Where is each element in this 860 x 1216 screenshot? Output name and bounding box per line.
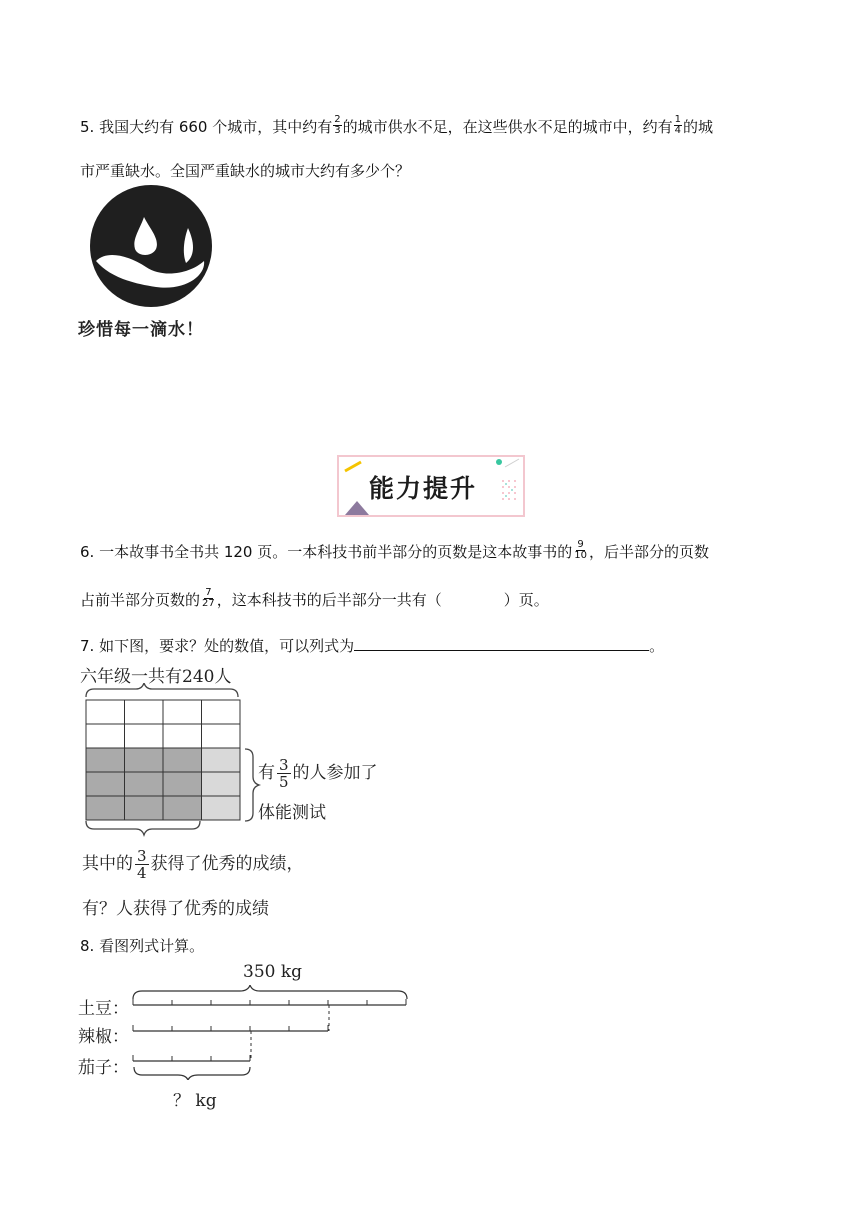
grid-cell — [86, 700, 125, 724]
grid-cell — [125, 772, 164, 796]
q8-total-label: 350 kg — [243, 962, 303, 982]
grid-cell — [163, 700, 202, 724]
water-drop-logo-icon — [86, 183, 216, 313]
row-label-potato: 土豆： — [78, 999, 129, 1019]
fraction-three-quarters: $\frac{3}{4}$ — [137, 847, 147, 882]
row-label-pepper: 辣椒： — [78, 1027, 129, 1047]
grid-cell — [202, 796, 241, 820]
fraction-three-fifths: $\frac{3}{5}$ — [279, 756, 289, 791]
total-brace — [133, 985, 407, 999]
row-label-eggplant: 茄子： — [78, 1058, 129, 1078]
grid-cell — [202, 772, 241, 796]
grid-cell — [86, 724, 125, 748]
grid-cell — [86, 748, 125, 772]
fraction-seven-27ths: $\frac{7}{27}$ — [202, 587, 215, 609]
grid-cell — [163, 724, 202, 748]
grid-cell — [163, 748, 202, 772]
grid-cell — [86, 772, 125, 796]
grid-cell — [163, 796, 202, 820]
grid-cell — [125, 796, 164, 820]
banner-title: 能力提升 — [369, 474, 478, 503]
section-banner — [337, 455, 525, 517]
grid-cell — [125, 724, 164, 748]
q8-segment-diagram — [128, 985, 418, 1080]
q7-right-label-2: 体能测试 — [258, 803, 326, 823]
bottom-brace — [86, 821, 200, 835]
top-brace — [86, 683, 238, 697]
q7-bottom-label: 其中的 $\frac{3}{4}$ 获得了优秀的成绩， — [82, 847, 304, 882]
grid-cell — [86, 796, 125, 820]
grid-cell — [125, 700, 164, 724]
fraction-two-thirds: $\frac{2}{3}$ — [334, 114, 341, 136]
fraction-one-quarter: $\frac{1}{4}$ — [674, 114, 682, 136]
q7-top-label: 六年级一共有240人 — [80, 667, 232, 687]
q6-line2: 占前半部分页数的 $\frac{7}{27}$ ，这本科技书的后半部分一共有（ ）页。 — [80, 587, 549, 609]
grid-cell — [163, 772, 202, 796]
grid-cell — [202, 700, 241, 724]
q7-grid-diagram — [80, 683, 260, 843]
grid-cell — [125, 748, 164, 772]
q7-prompt: 7. 如下图，要求？处的数值，可以列式为 。 — [80, 637, 665, 655]
q8-prompt: 8. 看图列式计算。 — [80, 937, 205, 955]
question-brace — [134, 1067, 250, 1080]
slogan: 珍惜每一滴水！ — [78, 320, 204, 340]
grid-cells — [86, 700, 240, 820]
fraction-nine-tenths: $\frac{9}{10}$ — [574, 539, 587, 561]
segment-lines — [133, 999, 406, 1061]
q6-line1: 6. 一本故事书全书共 120 页。一本科技书前半部分的页数是这本故事书的 $\frac{9}{10}$ ，后半部分的页数 — [80, 539, 709, 561]
q5-line1: 5. 我国大约有 660 个城市，其中约有 $\frac{2}{3}$ 的城市供水不足，在这些供水不足的城市中，约有 $\frac{1}{4}$ 的城 — [80, 114, 714, 136]
q5-line2: 市严重缺水。全国严重缺水的城市大约有多少个？ — [80, 162, 411, 180]
grid-cell — [202, 748, 241, 772]
q8-question-label: ？ kg — [173, 1091, 217, 1111]
q7-right-label: 有 $\frac{3}{5}$ 的人参加了 — [258, 756, 378, 791]
q7-bottom-label-2: 有？人获得了优秀的成绩 — [82, 899, 269, 919]
answer-blank-expression[interactable] — [354, 636, 649, 651]
grid-cell — [202, 724, 241, 748]
